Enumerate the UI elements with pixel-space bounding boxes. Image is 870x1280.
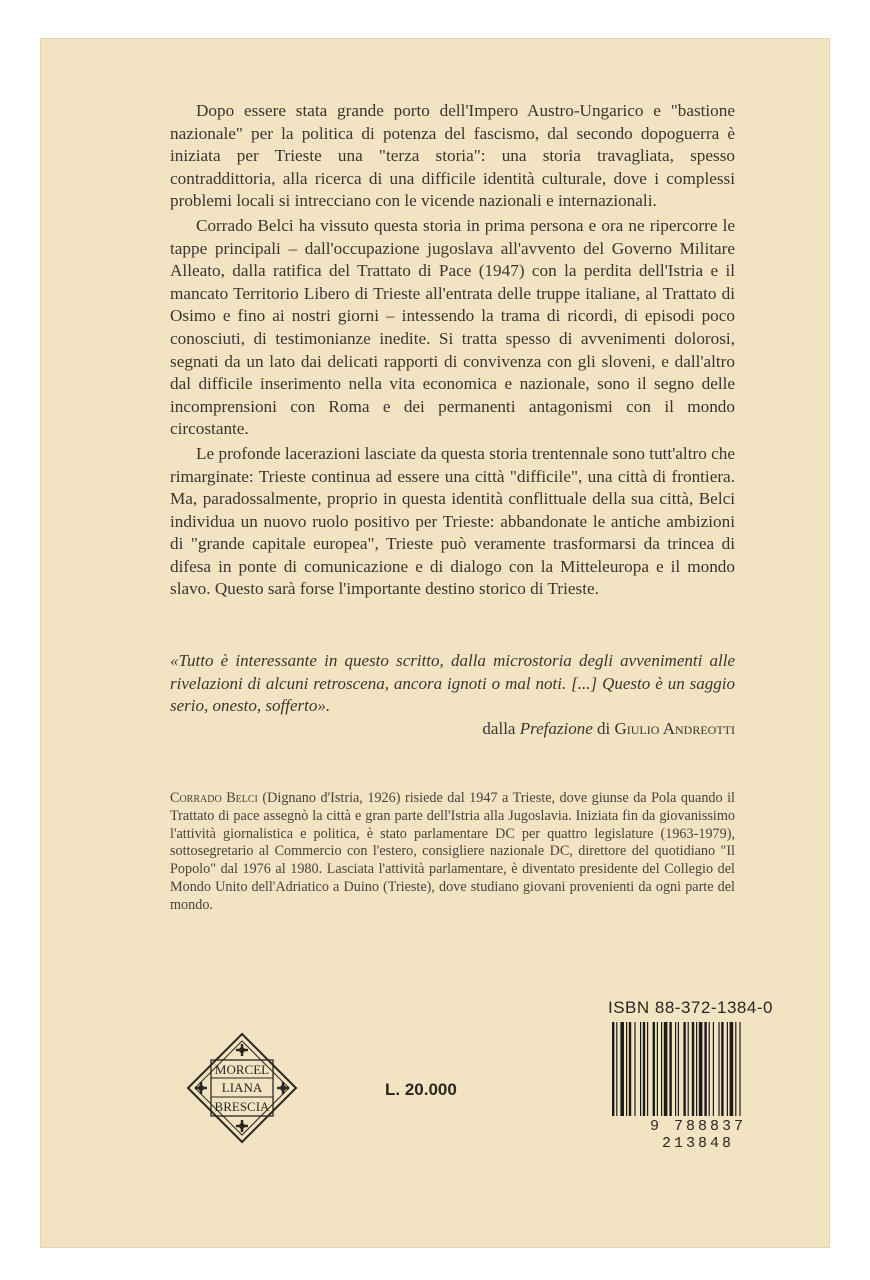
author-bio-text: (Dignano d'Istria, 1926) risiede dal 1947 a Trieste, dove giunse da Pola quando il Trattato di pace assegnò la città e gran parte dell'Istria alla Jugoslavia. Iniziata fin da giovanissimo l'attività giornalistica e politica, è stato parlamentare DC per quattro legislature (1963-1979), sottosegretario al Commercio con l'estero, consigliere nazionale DC, direttore del quotidiano "Il Popolo" dal 1976 al 1980. Lasciata l'attività parlamentare, è diventato presidente del Collegio del Mondo Unito dell'Adriatico a Duino (Trieste), dove studiano giovani provenienti da ogni parte del mondo. bbox=[170, 790, 735, 913]
logo-line-3: BRESCIA bbox=[214, 1099, 270, 1114]
price-label: L. 20.000 bbox=[385, 1080, 457, 1099]
barcode bbox=[608, 1020, 788, 1118]
barcode-digits: 9 788837 213848 bbox=[649, 1118, 746, 1152]
quote-attribution bbox=[170, 719, 735, 739]
logo-line-2: LIANA bbox=[221, 1080, 263, 1095]
attribution-author: Giulio Andreotti bbox=[614, 719, 735, 738]
publisher-logo bbox=[186, 1032, 298, 1144]
isbn-label: ISBN 88-372-1384-0 bbox=[608, 998, 773, 1017]
author-name: Corrado Belci bbox=[170, 790, 258, 806]
blurb-paragraph-2: Corrado Belci ha vissuto questa storia in prima persona e ora ne ripercorre le tappe principali – dall'occupazione jugoslava all'avvento del Governo Militare Alleato, dalla ratifica del Trattato di Pace (1947) con la perdita dell'Istria e il mancato Territorio Libero di Trieste all'entrata delle truppe italiane, al Trattato di Osimo e fino ai nostri giorni – intessendo la trama di ricordi, di episodi poco conosciuti, di testimonianze inedite. Si tratta spesso di avvenimenti dolorosi, segnati da un lato dai delicati rapporti di convivenza con gli sloveni, e dall'altro dal difficile inserimento nella vita economica e nazionale, sono il segno delle incomprensioni con Roma e dei permanenti antagonismi con il mondo circostante. bbox=[170, 215, 735, 439]
blurb-paragraph-1: Dopo essere stata grande porto dell'Impero Austro-Ungarico e "bastione nazionale" per la politica di potenza del fascismo, dal secondo dopoguerra è iniziata per Trieste una "terza storia": una storia travagliata, spesso contraddittoria, alla ricerca di una difficile identità culturale, dove i complessi problemi locali si intrecciano con le vicende nazionali e internazionali. bbox=[170, 101, 735, 211]
attribution-work: Prefazione bbox=[519, 719, 593, 738]
logo-line-1: MORCEL bbox=[214, 1062, 270, 1077]
attribution-di: di bbox=[597, 719, 611, 738]
blurb-paragraph-3: Le profonde lacerazioni lasciate da questa storia trentennale sono tutt'altro che rimarginate: Trieste continua ad essere una città "difficile", una città di frontiera. Ma, paradossalmente, proprio in questa identità conflittuale della sua città, Belci individua un nuovo ruolo positivo per Trieste: abbandonate le antiche ambizioni di "grande capitale europea", Trieste può veramente trasformarsi da trincea di difesa in ponte di comunicazione e di dialogo con la Mitteleuropa e il mondo slavo. Questo sarà forse l'importante destino storico di Trieste. bbox=[170, 443, 735, 599]
blurb-text bbox=[170, 100, 735, 603]
preface-quote: «Tutto è interessante in questo scritto, dalla microstoria degli avvenimenti alle rivelazioni di alcuni retroscena, ancora ignoti o mal noti. [...] Questo è un saggio serio, onesto, sofferto». bbox=[170, 651, 735, 715]
attribution-prefix: dalla bbox=[482, 719, 516, 738]
author-bio bbox=[170, 790, 735, 915]
